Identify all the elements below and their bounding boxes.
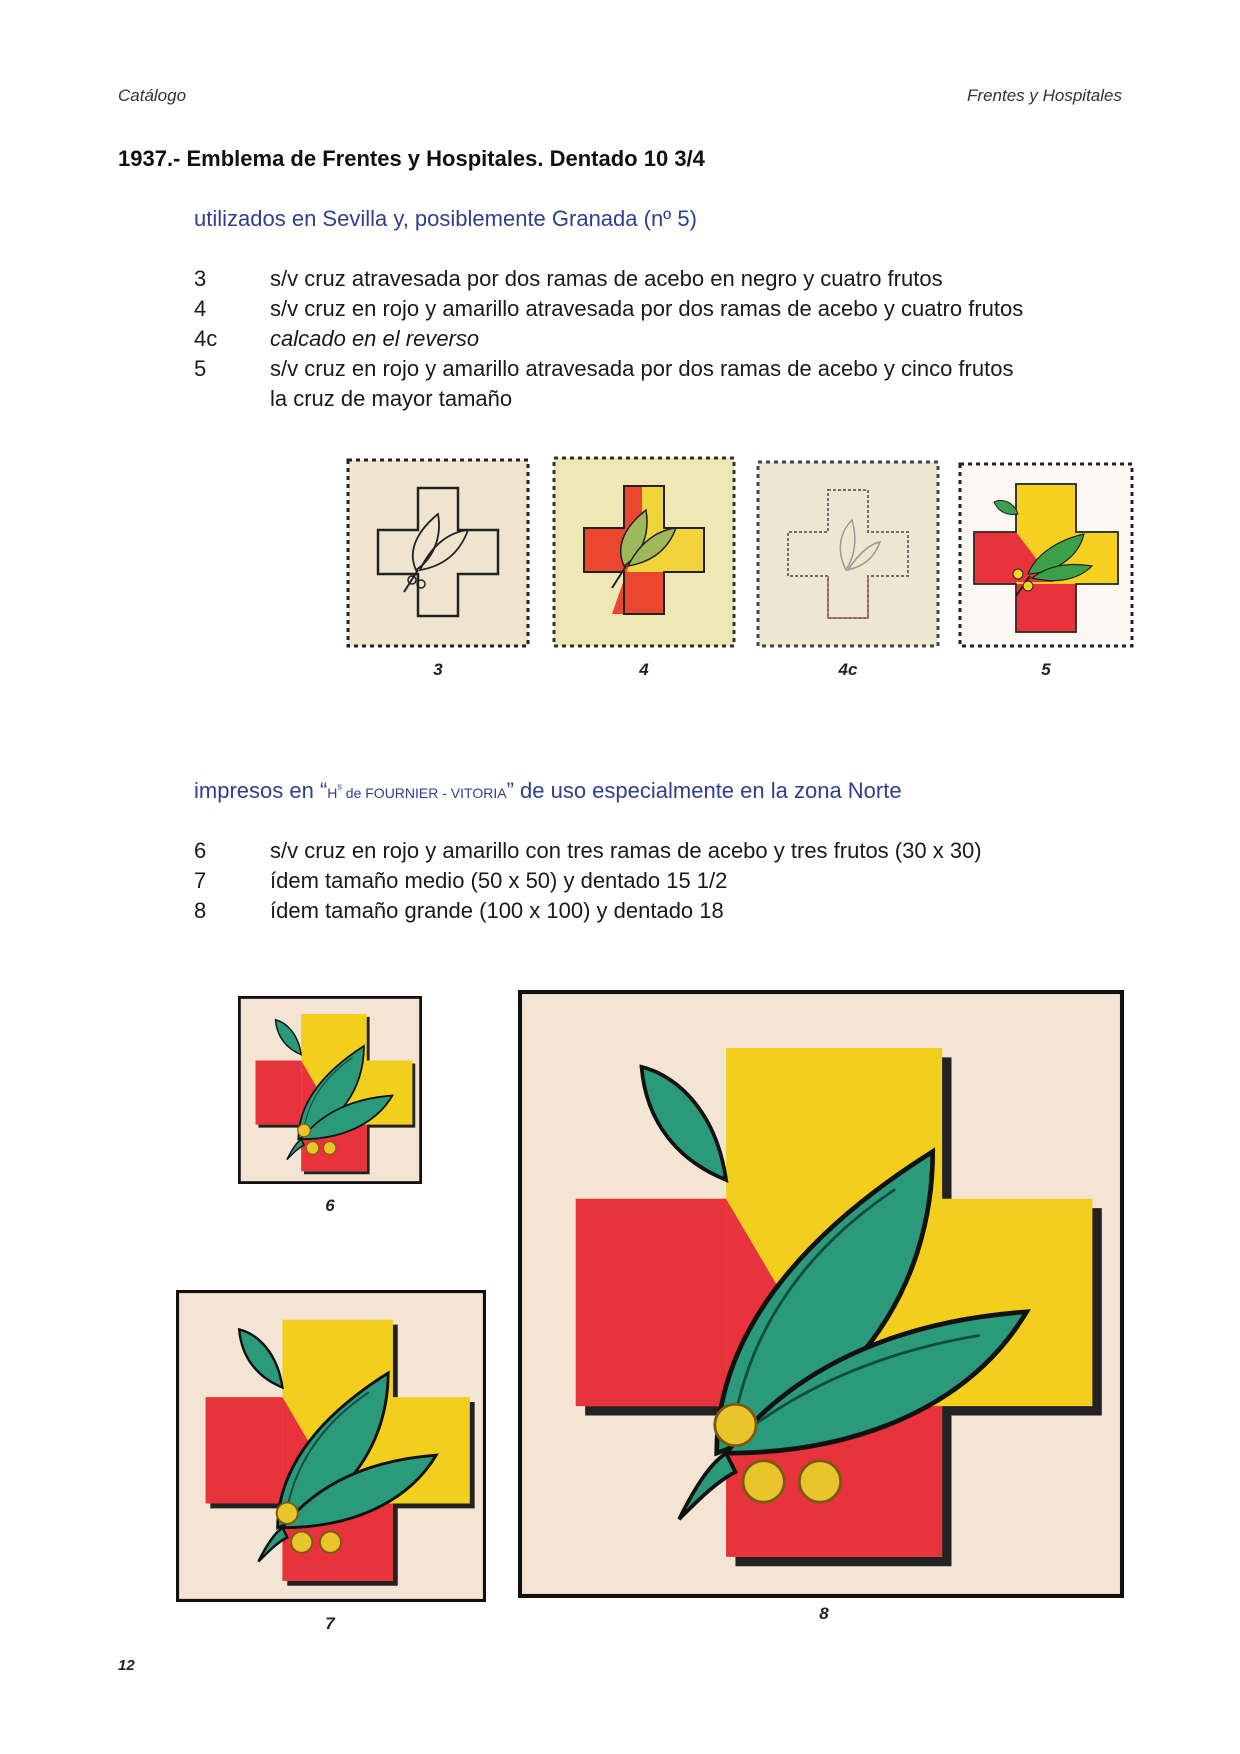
list-item: [194, 264, 1023, 294]
list-item: [194, 896, 982, 926]
stamp-7-caption: 7: [325, 1614, 335, 1633]
subtitle-part: H: [327, 785, 338, 801]
item-text: ídem tamaño medio (50 x 50) y dentado 15 1/2: [270, 868, 728, 893]
section2-subtitle: [194, 778, 902, 804]
stamp-4c-image: [756, 460, 940, 648]
stamp-7-image: [176, 1290, 486, 1602]
item-number: 5: [194, 356, 207, 381]
subtitle-part: impresos en “: [194, 778, 328, 803]
subtitle-part: s: [337, 781, 342, 792]
stamp-5-image: [958, 462, 1134, 648]
running-header-left: Catálogo: [118, 86, 187, 105]
item-number: 7: [194, 868, 207, 893]
stamp-8-caption: 8: [819, 1604, 829, 1623]
stamp-8-image: [518, 990, 1124, 1598]
item-text: ídem tamaño grande (100 x 100) y dentado 18: [270, 898, 724, 923]
page-title: 1937.- Emblema de Frentes y Hospitales. Dentado 10 3/4: [118, 146, 705, 171]
stamp-4-image: [552, 456, 736, 648]
item-text: calcado en el reverso: [270, 326, 480, 351]
section2-list: [194, 836, 982, 926]
stamp-6-image: [238, 996, 422, 1184]
stamp-3-image: [346, 458, 530, 648]
list-item: [194, 294, 1023, 324]
section1-subtitle: utilizados en Sevilla y, posiblemente Granada (nº 5): [194, 206, 697, 231]
section1-list: [194, 264, 1023, 414]
item-text: s/v cruz en rojo y amarillo con tres ramas de acebo y tres frutos (30 x 30): [270, 838, 982, 863]
list-item: [194, 866, 982, 896]
stamp-4-caption: 4: [639, 660, 649, 679]
item-number: [194, 384, 270, 414]
item-text: s/v cruz en rojo y amarillo atravesada por dos ramas de acebo y cuatro frutos: [270, 296, 1024, 321]
subtitle-part: ” de uso especialmente en la zona Norte: [506, 778, 902, 803]
item-number: 3: [194, 266, 207, 291]
list-item: [194, 324, 1023, 354]
stamp-5-caption: 5: [1041, 660, 1051, 679]
stamp-3-caption: 3: [433, 660, 443, 679]
list-item: [194, 384, 1023, 414]
stamp-6-caption: 6: [325, 1196, 335, 1215]
item-number: 4c: [194, 326, 218, 351]
item-number: 4: [194, 296, 207, 321]
item-number: 6: [194, 838, 207, 863]
item-text: s/v cruz en rojo y amarillo atravesada por dos ramas de acebo y cinco frutos: [270, 356, 1014, 381]
item-text: la cruz de mayor tamaño: [270, 386, 513, 411]
page-number: 12: [118, 1657, 135, 1674]
subtitle-part: de FOURNIER - VITORIA: [341, 785, 507, 801]
running-header-right: Frentes y Hospitales: [967, 86, 1122, 105]
list-item: [194, 836, 982, 866]
item-number: 8: [194, 898, 207, 923]
list-item: [194, 354, 1023, 384]
stamp-4c-caption: 4c: [838, 660, 858, 679]
item-text: s/v cruz atravesada por dos ramas de acebo en negro y cuatro frutos: [270, 266, 943, 291]
